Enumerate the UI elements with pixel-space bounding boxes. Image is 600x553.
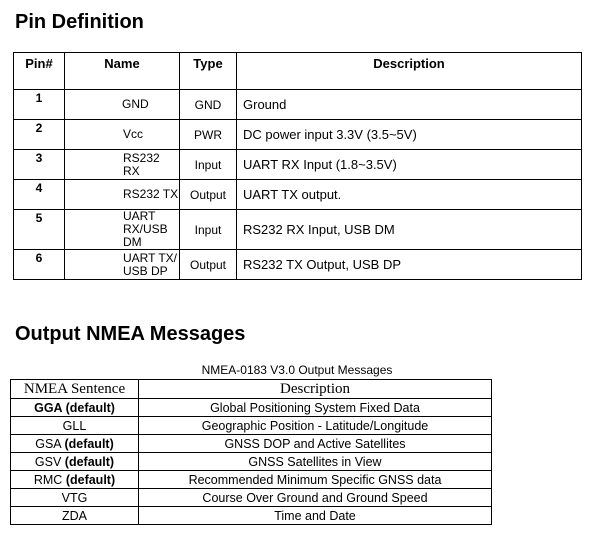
table-row: [14, 210, 582, 250]
pin-type: Input: [180, 210, 237, 250]
pin-description: DC power input 3.3V (3.5~5V): [237, 120, 582, 150]
default-flag: (default): [65, 400, 115, 415]
pin-description: UART RX Input (1.8~3.5V): [237, 150, 582, 180]
table-row: [14, 150, 582, 180]
pin-number: 6: [14, 250, 65, 280]
pin-description: UART TX output.: [237, 180, 582, 210]
sentence-code: VTG: [61, 490, 88, 505]
default-flag: (default): [65, 472, 116, 487]
table-row: [11, 399, 492, 417]
pin-name: RS232 RX: [65, 150, 180, 180]
table-row: [11, 435, 492, 453]
nmea-description-header: Description: [139, 380, 492, 399]
pin-name: Vcc: [65, 120, 180, 150]
sentence-header: NMEA Sentence: [11, 380, 139, 399]
nmea-sentence: [11, 435, 139, 453]
nmea-description: Recommended Minimum Specific GNSS data: [139, 471, 492, 489]
pin-description: Ground: [237, 90, 582, 120]
pin-name: UART TX/ USB DP: [65, 250, 180, 280]
description-header: Description: [237, 53, 582, 90]
output-nmea-title: Output NMEA Messages: [15, 323, 246, 345]
pin-type: Output: [180, 250, 237, 280]
default-flag: (default): [64, 436, 114, 451]
pin-definition-title: Pin Definition: [15, 11, 144, 33]
sentence-code: GLL: [62, 418, 87, 433]
table-row: [11, 489, 492, 507]
pin-description: RS232 TX Output, USB DP: [237, 250, 582, 280]
pin-name: GND: [65, 90, 180, 120]
pin-type: PWR: [180, 120, 237, 150]
sentence-code: RMC: [33, 472, 63, 487]
nmea-messages-table: [10, 379, 492, 525]
nmea-description: Course Over Ground and Ground Speed: [139, 489, 492, 507]
sentence-code: GSV: [34, 454, 62, 469]
sentence-code: ZDA: [62, 508, 87, 523]
default-flag: (default): [64, 454, 115, 469]
sentence-code: GGA: [34, 400, 63, 415]
table-row: [14, 90, 582, 120]
type-header: Type: [180, 53, 237, 90]
table-row: [11, 471, 492, 489]
nmea-sentence: [11, 399, 139, 417]
pin-number: 5: [14, 210, 65, 250]
pin-type: GND: [180, 90, 237, 120]
pin-description: RS232 RX Input, USB DM: [237, 210, 582, 250]
nmea-description: GNSS Satellites in View: [139, 453, 492, 471]
nmea-sentence: [11, 453, 139, 471]
pin-number: 3: [14, 150, 65, 180]
pin-number-header: Pin#: [14, 53, 65, 90]
pin-definition-table: [13, 52, 582, 280]
table-row: [14, 250, 582, 280]
nmea-description: Global Positioning System Fixed Data: [139, 399, 492, 417]
pin-table-header-row: [14, 53, 582, 90]
pin-number: 1: [14, 90, 65, 120]
pin-type: Input: [180, 150, 237, 180]
nmea-table-header-row: [11, 380, 492, 399]
nmea-sentence: [11, 489, 139, 507]
pin-name: UART RX/USB DM: [65, 210, 180, 250]
pin-name: RS232 TX: [65, 180, 180, 210]
nmea-description: Geographic Position - Latitude/Longitude: [139, 417, 492, 435]
pin-number: 4: [14, 180, 65, 210]
nmea-description: GNSS DOP and Active Satellites: [139, 435, 492, 453]
pin-number: 2: [14, 120, 65, 150]
table-row: [14, 180, 582, 210]
nmea-description: Time and Date: [139, 507, 492, 525]
table-row: [11, 417, 492, 435]
table-row: [11, 507, 492, 525]
nmea-table-caption: NMEA-0183 V3.0 Output Messages: [201, 363, 393, 377]
sentence-code: GSA: [35, 436, 61, 451]
nmea-sentence: [11, 471, 139, 489]
table-row: [14, 120, 582, 150]
nmea-sentence: [11, 507, 139, 525]
name-header: Name: [65, 53, 180, 90]
table-row: [11, 453, 492, 471]
nmea-sentence: [11, 417, 139, 435]
pin-type: Output: [180, 180, 237, 210]
